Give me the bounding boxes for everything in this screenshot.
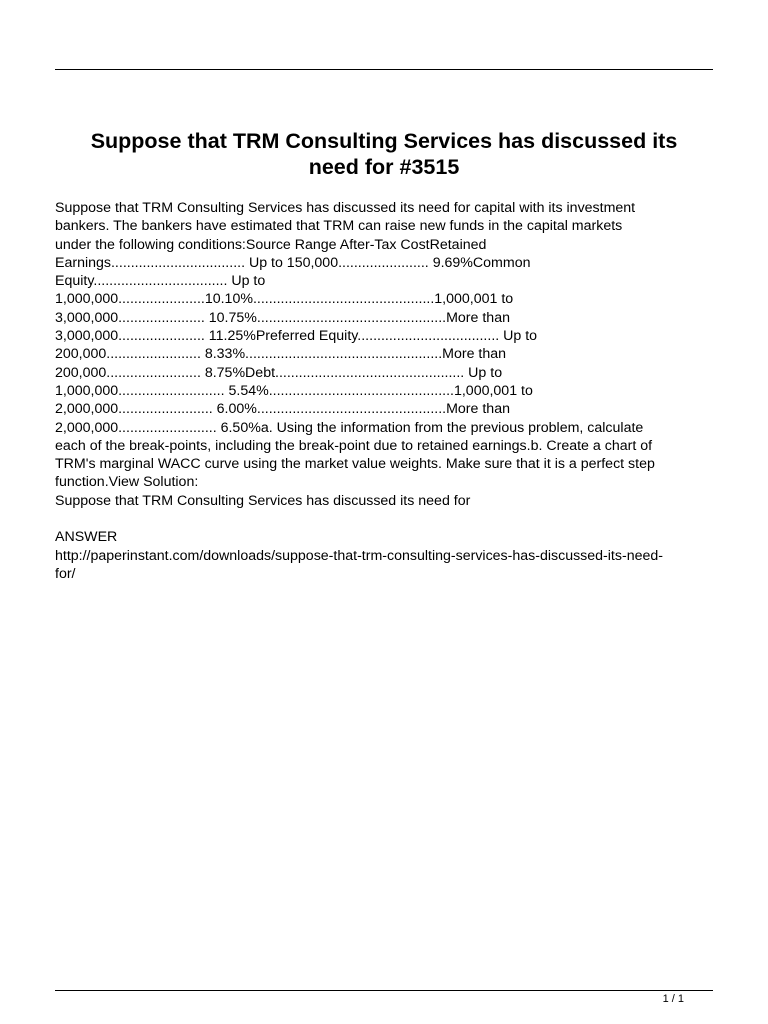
body-line: function.View Solution: [55, 474, 199, 491]
body-line: under the following conditions:Source Range After-Tax CostRetained [55, 236, 487, 253]
body-line: TRM's marginal WACC curve using the market value weights. Make sure that it is a perfect step [55, 456, 655, 473]
title-line: Suppose that TRM Consulting Services has discussed its [90, 129, 678, 153]
body-line: 1,000,000......................10.10%..............................................1,000,001 to [55, 291, 514, 308]
body-line: 1,000,000........................... 5.54%...............................................1,000,001 to [55, 382, 533, 399]
body-line: Equity.................................. Up to [55, 273, 266, 290]
body-line: 200,000........................ 8.33%..................................................More than [55, 346, 507, 363]
body-line: 3,000,000...................... 10.75%................................................More than [55, 309, 510, 326]
answer-label: ANSWER [55, 529, 118, 546]
body-line: Earnings.................................. Up to 150,000....................... 9.69%Common [55, 254, 531, 271]
answer-link[interactable]: http://paperinstant.com/downloads/suppose-that-trm-consulting-services-has-discussed-its-need- [55, 547, 663, 564]
body-line: Suppose that TRM Consulting Services has discussed its need for [55, 492, 471, 509]
title-line: need for #3515 [308, 155, 460, 179]
document-title [55, 128, 713, 180]
answer-link[interactable]: for/ [55, 565, 76, 582]
body-line: 2,000,000......................... 6.50%a. Using the information from the previous problem, calculate [55, 419, 644, 436]
body-line: each of the break-points, including the break-point due to retained earnings.b. Create a chart of [55, 437, 653, 454]
paragraph-spacer [55, 510, 720, 528]
page-number: 1 / 1 [662, 993, 684, 1005]
body-line: 200,000........................ 8.75%Debt................................................ Up to [55, 364, 503, 381]
body-line: Suppose that TRM Consulting Services has discussed its need for capital with its investment [55, 200, 636, 216]
footer-rule [55, 990, 713, 991]
document-body [55, 199, 720, 583]
body-line: 2,000,000........................ 6.00%................................................More than [55, 401, 510, 418]
body-line: 3,000,000...................... 11.25%Preferred Equity.................................... Up to [55, 328, 538, 345]
body-line: bankers. The bankers have estimated that TRM can raise new funds in the capital markets [55, 218, 623, 235]
header-rule [55, 69, 713, 70]
